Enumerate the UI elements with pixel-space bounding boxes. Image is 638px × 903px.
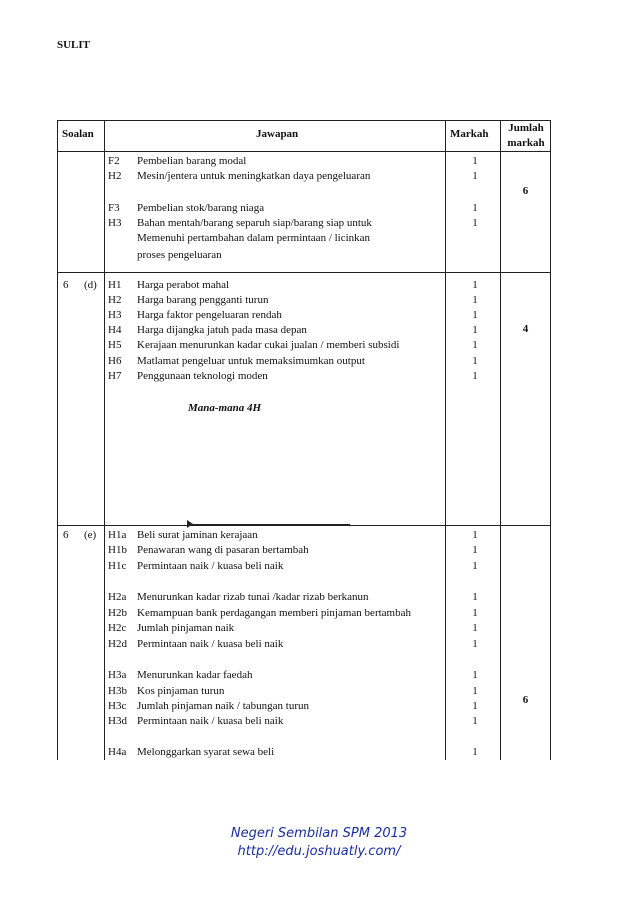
total-marks-c: 6 bbox=[522, 185, 529, 197]
header-jumlah-markah: Jumlah markah bbox=[507, 122, 545, 149]
note-mana-mana: Mana-mana 4H bbox=[188, 402, 262, 414]
question-part: (e) bbox=[84, 529, 97, 541]
table-border-top bbox=[57, 120, 551, 121]
question-number: 6 bbox=[63, 279, 69, 291]
question-part: (d) bbox=[84, 279, 97, 291]
column-divider-jawapan bbox=[445, 120, 446, 760]
header-soalan: Soalan bbox=[62, 128, 94, 140]
header-divider bbox=[57, 151, 551, 152]
header-jawapan: Jawapan bbox=[256, 128, 299, 140]
section-divider-e bbox=[57, 525, 551, 526]
header-markah: Markah bbox=[450, 128, 489, 140]
footer-url[interactable]: http://edu.joshuatly.com/ bbox=[237, 844, 401, 859]
column-divider-markah bbox=[500, 120, 501, 760]
footer-title: Negeri Sembilan SPM 2013 bbox=[230, 826, 408, 841]
column-divider-soalan bbox=[104, 120, 105, 760]
header-label: SULIT bbox=[57, 39, 91, 51]
table-border-right bbox=[550, 120, 551, 760]
total-marks-d: 4 bbox=[522, 323, 529, 335]
question-number: 6 bbox=[63, 529, 69, 541]
marker-line bbox=[192, 524, 350, 525]
table-border-left bbox=[57, 120, 58, 760]
total-marks-e: 6 bbox=[522, 694, 529, 706]
section-divider-d bbox=[57, 272, 551, 273]
